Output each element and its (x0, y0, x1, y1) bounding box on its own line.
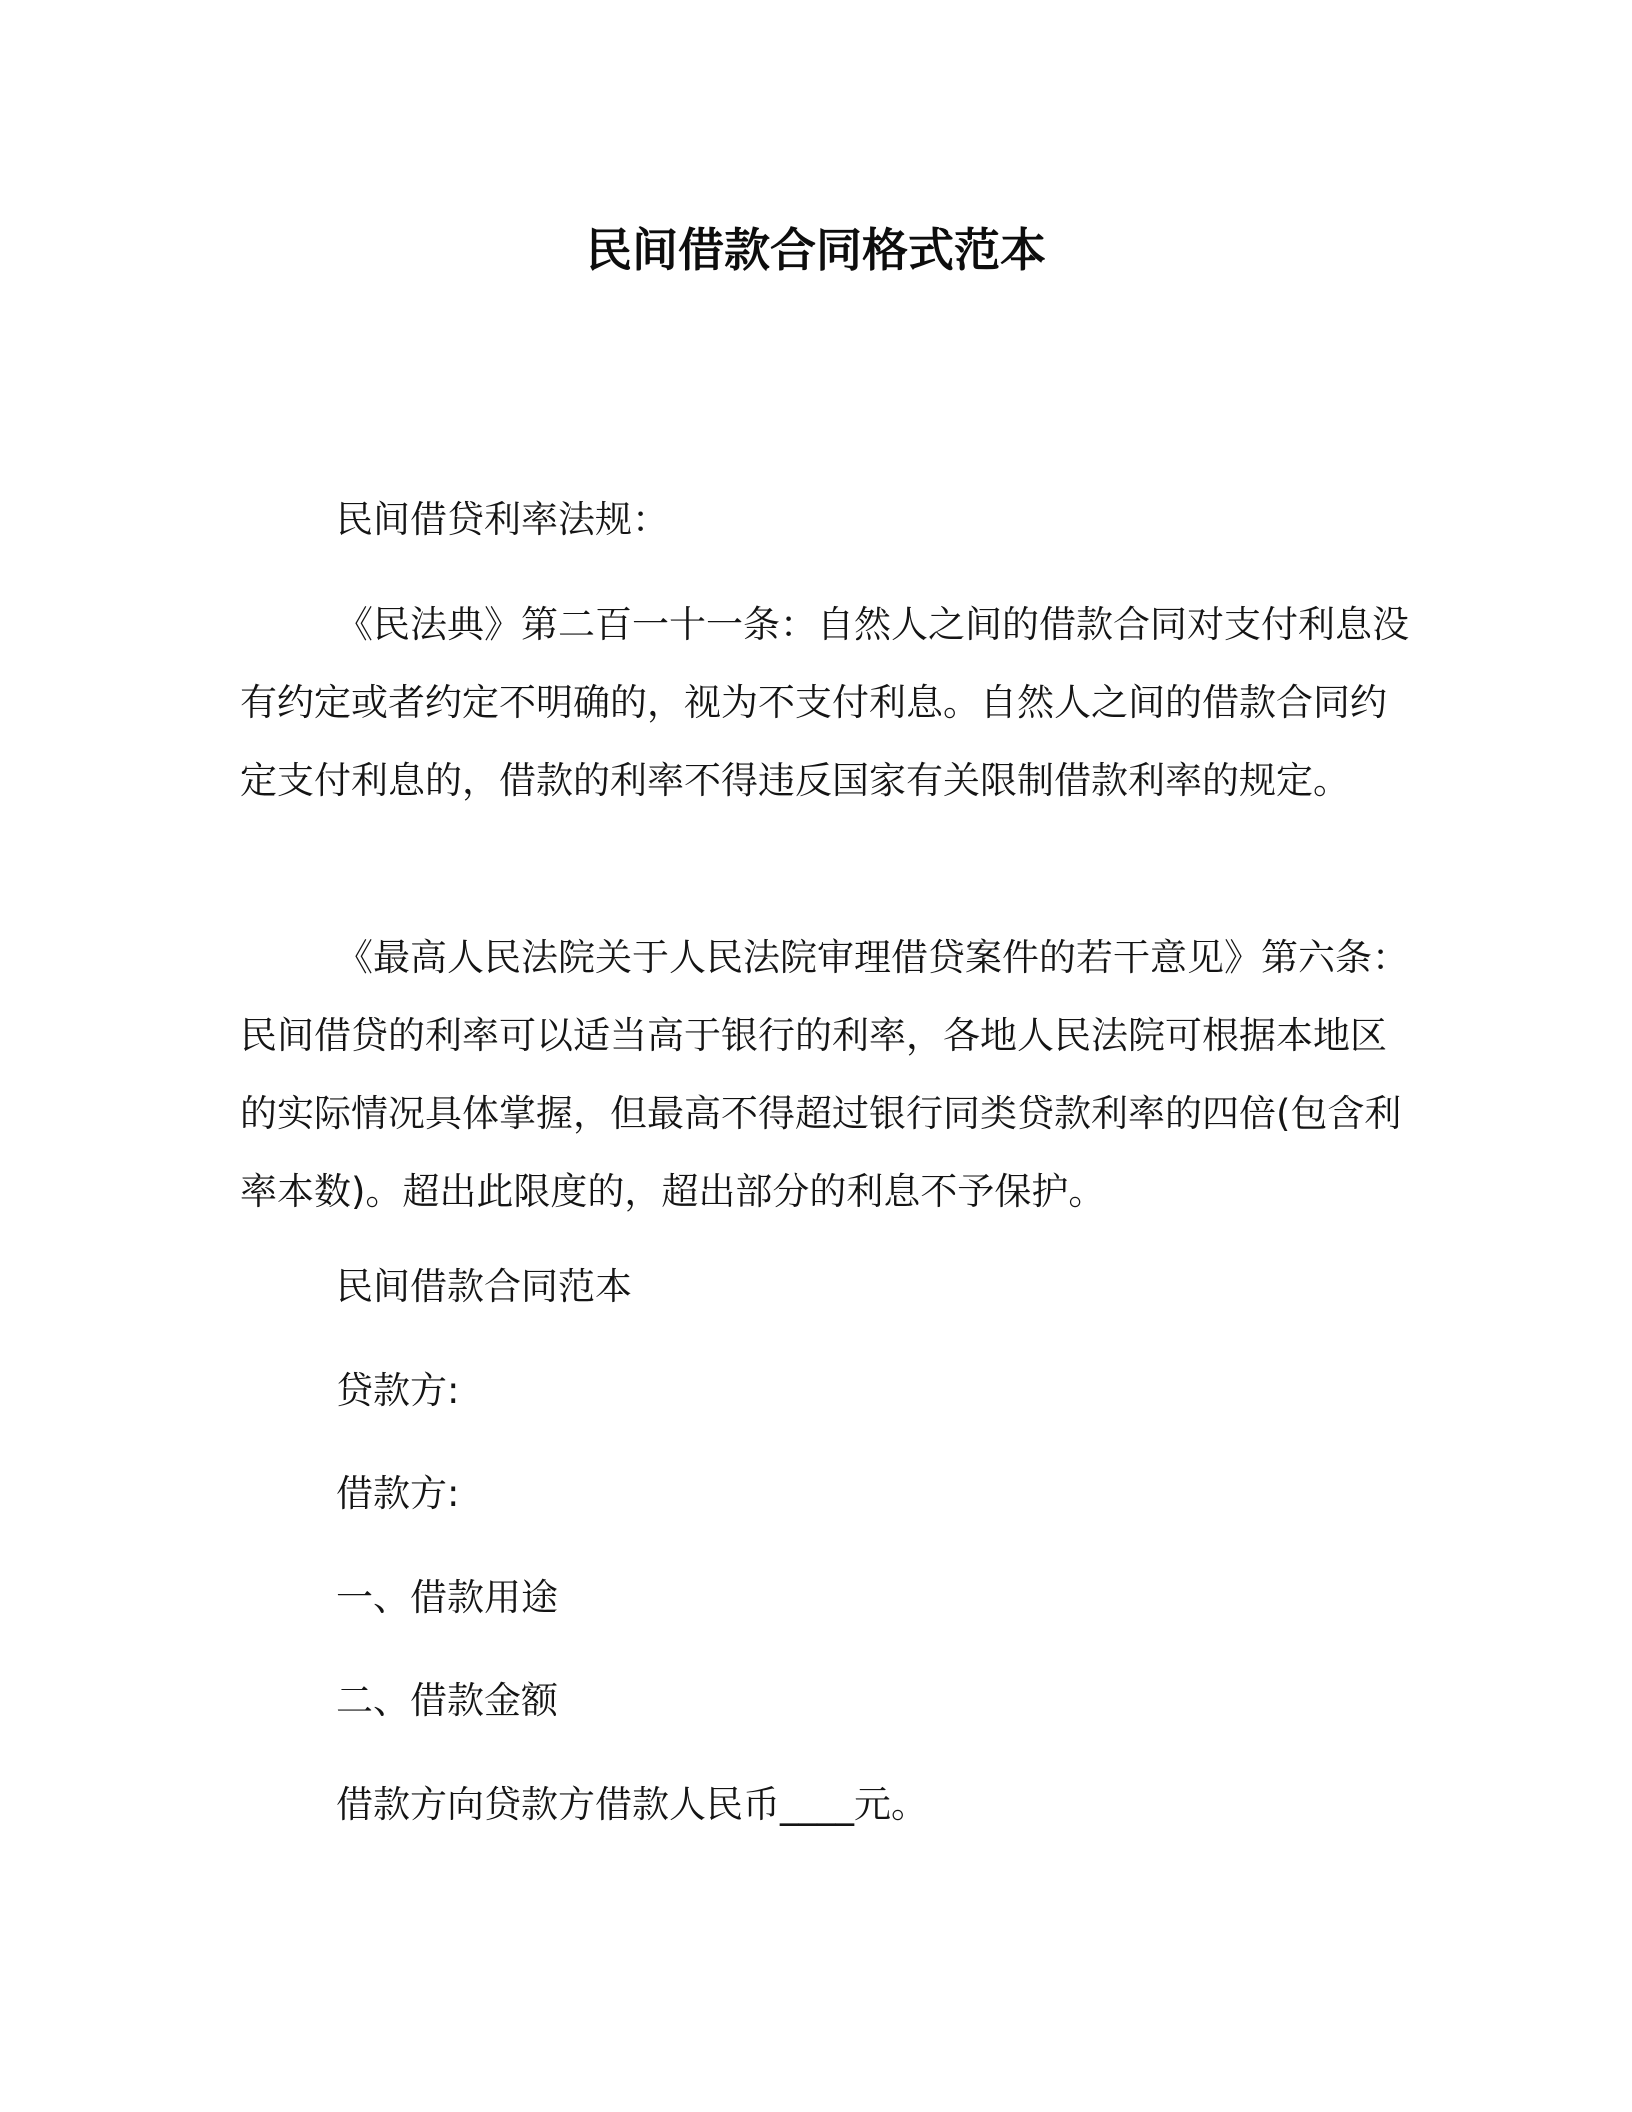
section-loan-purpose: 一、借款用途 (336, 1576, 558, 1619)
civil-code-paragraph: 《民法典》第二百一十一条：自然人之间的借款合同对支付利息没有约定或者约定不明确的，视为不支付利息。自然人之间的借款合同约定支付利息的，借款的利率不得违反国家有关限制借款利率的规定。 (240, 603, 1409, 802)
template-subheading: 民间借款合同范本 (336, 1265, 632, 1308)
lender-label: 贷款方: (336, 1369, 460, 1412)
document-title: 民间借款合同格式范本 (586, 223, 1046, 277)
loan-amount-sentence: 借款方向贷款方借款人民币____元。 (336, 1783, 928, 1826)
borrower-label: 借款方: (336, 1472, 460, 1515)
rate-rules-heading: 民间借贷利率法规： (336, 498, 669, 541)
supreme-court-paragraph: 《最高人民法院关于人民法院审理借贷案件的若干意见》第六条：民间借贷的利率可以适当高于银行的利率，各地人民法院可根据本地区的实际情况具体掌握，但最高不得超过银行同类贷款利率的四倍(包含利率本数)。超出此限度的，超出部分的利息不予保护。 (240, 936, 1409, 1213)
section-loan-amount: 二、借款金额 (336, 1679, 558, 1722)
